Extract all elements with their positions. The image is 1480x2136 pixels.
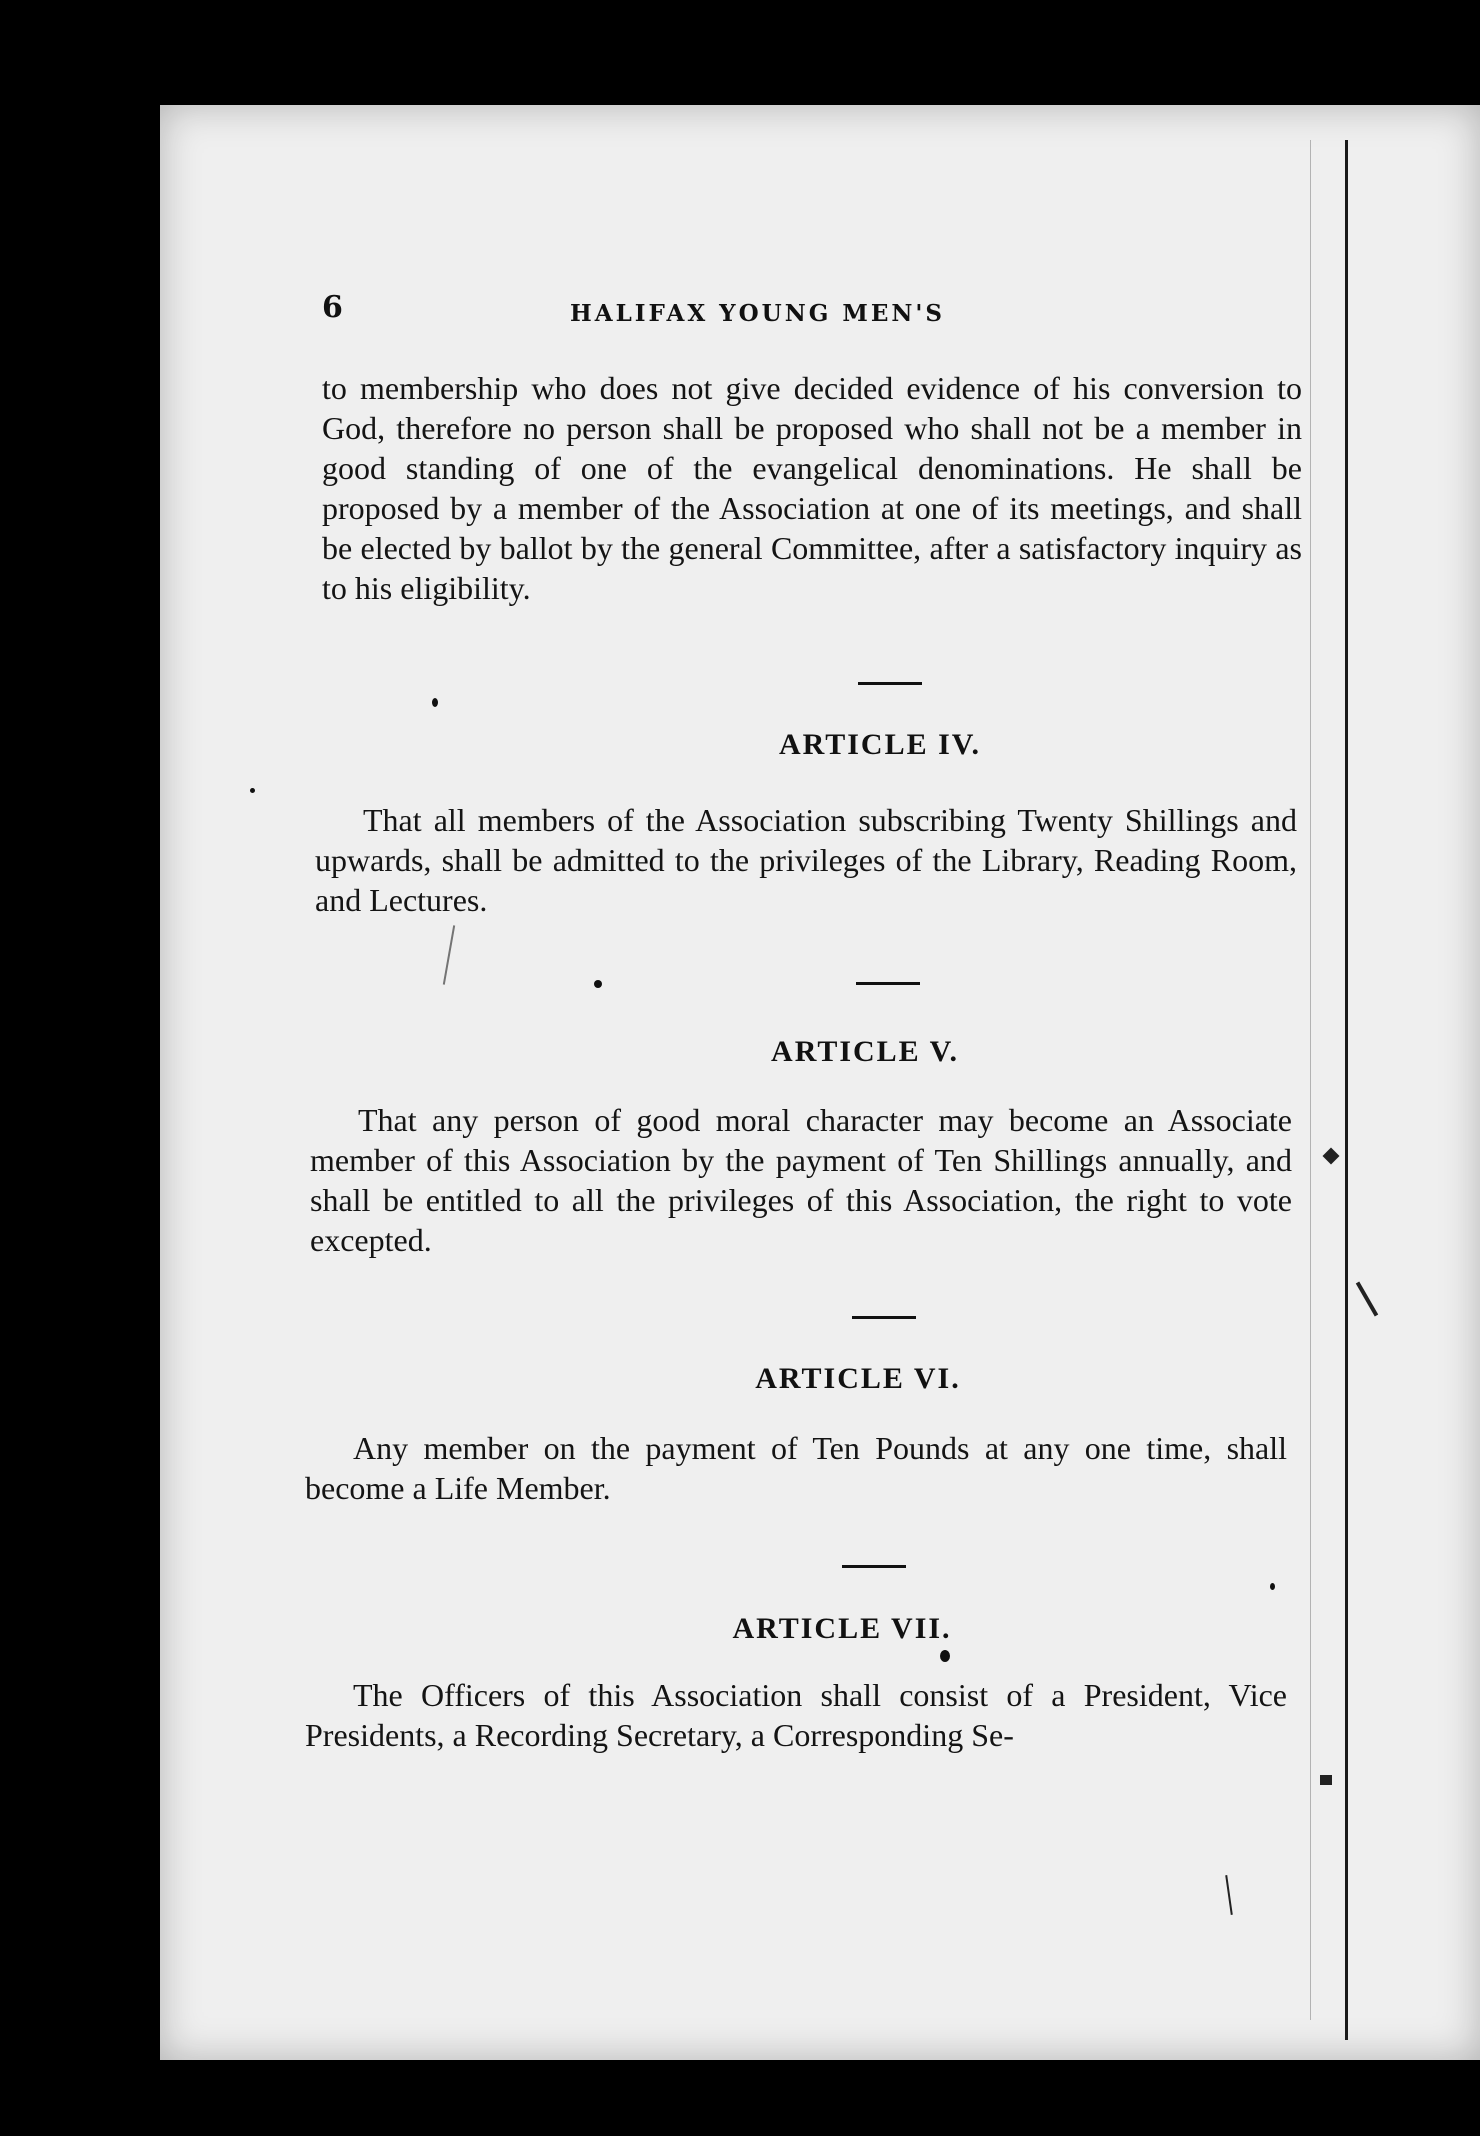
section-divider (852, 1316, 916, 1319)
section-divider (856, 982, 920, 985)
article-v-text: That any person of good moral character may become an Associate member of this Association by the payment of Ten Shillings annually, and shall be entitled to all the privileges of this Association, the right to vote excepted. (310, 1102, 1292, 1258)
ink-speck (940, 1650, 950, 1662)
page-number: 6 (322, 290, 343, 325)
ink-speck (594, 980, 602, 988)
intro-paragraph: to membership who does not give decided evidence of his conversion to God, therefore no person shall be proposed who shall not be a member in good standing of one of the evangelical denominations. He shall be proposed by a member of the Association at one of its meetings, and shall be elected by ballot by the general Committee, after a satisfactory inquiry as to his eligibility. (322, 370, 1302, 606)
section-divider (842, 1565, 906, 1568)
article-vi-heading: ARTICLE VI. (755, 1362, 961, 1395)
ink-speck (1270, 1583, 1275, 1590)
article-iv-heading: ARTICLE IV. (778, 728, 982, 761)
ink-speck (432, 698, 438, 707)
page-fold-line (1345, 140, 1348, 2040)
article-vii-heading: ARTICLE VII. (732, 1612, 952, 1645)
article-v-heading: ARTICLE V. (771, 1035, 959, 1068)
running-head: HALIFAX YOUNG MEN'S (570, 300, 946, 327)
article-vi-text: Any member on the payment of Ten Pounds at any one time, shall become a Life Member. (305, 1430, 1287, 1506)
margin-mark (1320, 1775, 1332, 1785)
section-divider (858, 682, 922, 685)
ink-speck (250, 788, 255, 793)
text-column (160, 0, 1320, 2136)
article-vii-text: The Officers of this Association shall consist of a President, Vice Presidents, a Recording Secretary, a Corresponding Se- (305, 1677, 1287, 1753)
article-iv-text: That all members of the Association subscribing Twenty Shillings and upwards, shall be admitted to the privileges of the Library, Reading Room, and Lectures. (315, 802, 1297, 918)
